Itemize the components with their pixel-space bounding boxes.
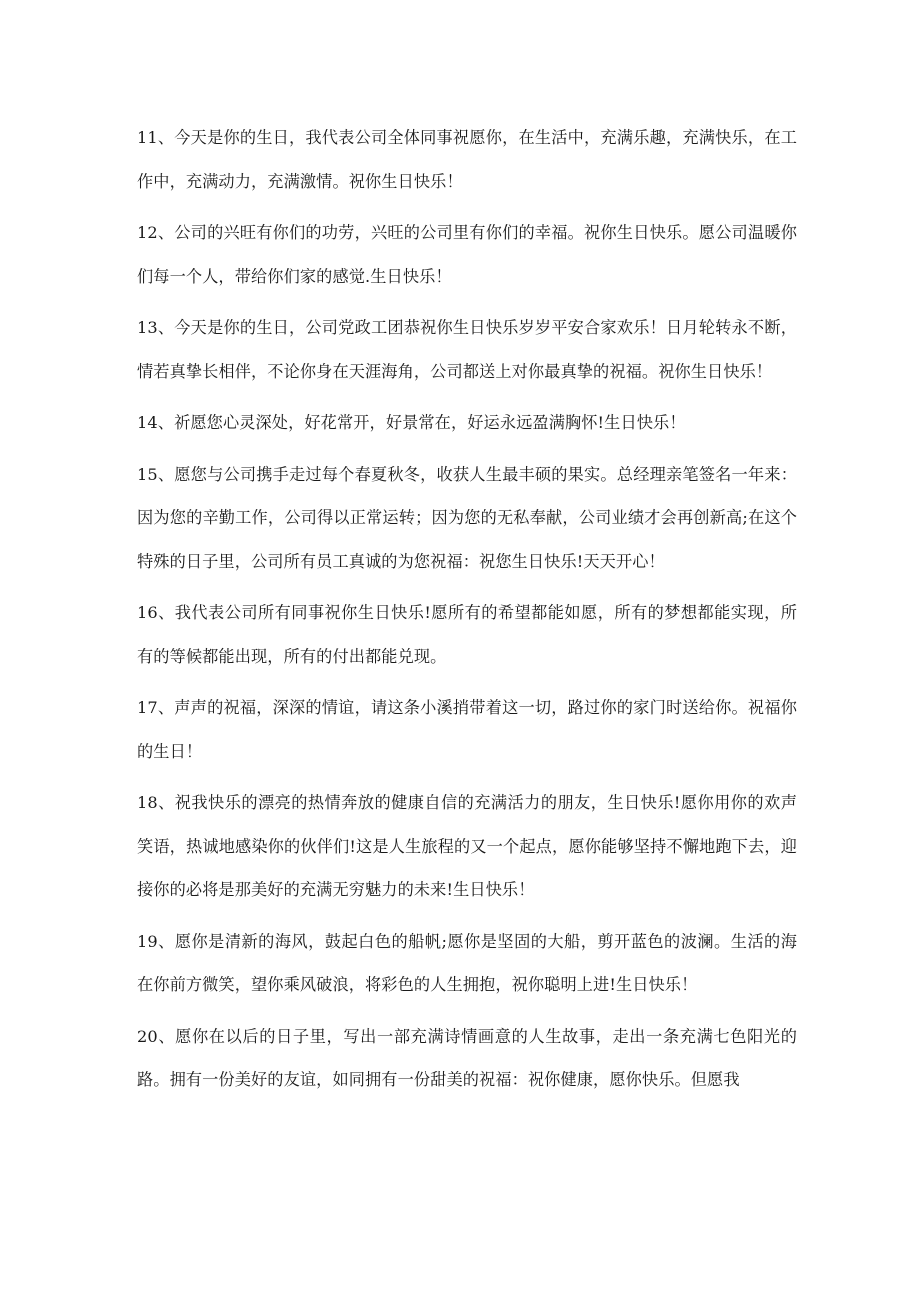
- paragraph-18: 18、祝我快乐的漂亮的热情奔放的健康自信的充满活力的朋友，生日快乐!愿你用你的欢声笑语，热诚地感染你的伙伴们!这是人生旅程的又一个起点，愿你能够坚持不懈地跑下去，迎接你的必将是那美好的充满无穷魅力的未来!生日快乐！: [137, 793, 797, 899]
- paragraph-20: 20、愿你在以后的日子里，写出一部充满诗情画意的人生故事，走出一条充满七色阳光的路。拥有一份美好的友谊，如同拥有一份甜美的祝福：祝你健康，愿你快乐。但愿我: [137, 1026, 797, 1089]
- paragraph-13: 13、今天是你的生日，公司党政工团恭祝你生日快乐岁岁平安合家欢乐！日月轮转永不断，情若真挚长相伴，不论你身在天涯海角，公司都送上对你最真挚的祝福。祝你生日快乐！: [137, 318, 797, 381]
- paragraph-11: 11、今天是你的生日，我代表公司全体同事祝愿你，在生活中，充满乐趣，充满快乐，在工作中，充满动力，充满激情。祝你生日快乐！: [137, 128, 797, 191]
- paragraph-12: 12、公司的兴旺有你们的功劳，兴旺的公司里有你们的幸福。祝你生日快乐。愿公司温暖你们每一个人，带给你们家的感觉.生日快乐！: [137, 223, 797, 286]
- paragraph-19: 19、愿你是清新的海风，鼓起白色的船帆;愿你是坚固的大船，剪开蓝色的波澜。生活的海在你前方微笑，望你乘风破浪，将彩色的人生拥抱，祝你聪明上进!生日快乐！: [137, 931, 797, 994]
- document-body: [137, 116, 797, 1110]
- paragraph-14: 14、祈愿您心灵深处，好花常开，好景常在，好运永远盈满胸怀!生日快乐！: [137, 413, 686, 432]
- paragraph-17: 17、声声的祝福，深深的情谊，请这条小溪捎带着这一切，路过你的家门时送给你。祝福你的生日！: [137, 698, 797, 761]
- paragraph-15: 15、愿您与公司携手走过每个春夏秋冬，收获人生最丰硕的果实。总经理亲笔签名一年来：因为您的辛勤工作，公司得以正常运转；因为您的无私奉献，公司业绩才会再创新高;在这个特殊的日子里，公司所有员工真诚的为您祝福：祝您生日快乐!天天开心！: [137, 464, 797, 571]
- paragraph-16: 16、我代表公司所有同事祝你生日快乐!愿所有的希望都能如愿，所有的梦想都能实现，所有的等候都能出现，所有的付出都能兑现。: [137, 603, 797, 666]
